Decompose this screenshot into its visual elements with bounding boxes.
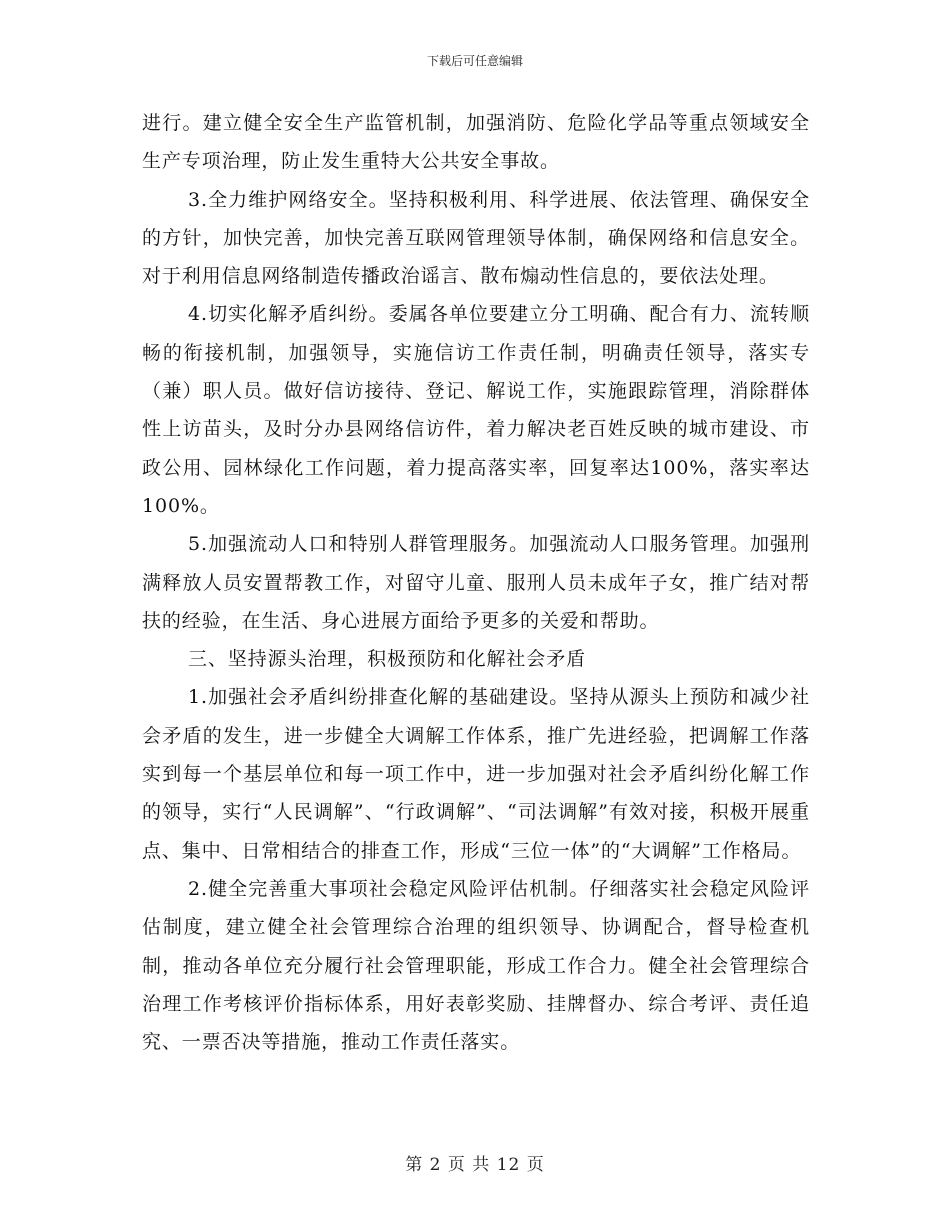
paragraph-resolve-disputes: 4.切实化解矛盾纠纷。委属各单位要建立分工明确、配合有力、流转顺畅的衔接机制，加强领导，实施信访工作责任制，明确责任领导，落实专（兼）职人员。做好信访接待、登记、解说工作，实施跟踪管理，消除群体性上访苗头，及时分办县网络信访件，着力解决老百姓反映的城市建设、市政公用、园林绿化工作问题，着力提高落实率，回复率达100%，落实率达100%。 <box>142 303 810 517</box>
document-body <box>142 104 810 1061</box>
paragraph-continuation: 进行。建立健全安全生产监管机制，加强消防、危险化学品等重点领域安全生产专项治理，防止发生重特大公共安全事故。 <box>142 112 810 173</box>
page-number-footer: 第 2 页 共 12 页 <box>405 1155 545 1175</box>
paragraph-network-security: 3.全力维护网络安全。坚持积极利用、科学进展、依法管理、确保安全的方针，加快完善，加快完善互联网管理领导体制，确保网络和信息安全。对于利用信息网络制造传播政治谣言、散布煽动性信息的，要依法处理。 <box>142 188 810 288</box>
page-header-note: 下载后可任意编辑 <box>426 54 523 68</box>
paragraph-dispute-infrastructure: 1.加强社会矛盾纠纷排查化解的基础建设。坚持从源头上预防和减少社会矛盾的发生，进一步健全大调解工作体系，推广先进经验，把调解工作落实到每一个基层单位和每一项工作中，进一步加强对社会矛盾纠纷化解工作的领导，实行“人民调解”、“行政调解”、“司法调解”有效对接，积极开展重点、集中、日常相结合的排查工作，形成“三位一体”的“大调解”工作格局。 <box>142 686 810 862</box>
paragraph-risk-assessment: 2.健全完善重大事项社会稳定风险评估机制。仔细落实社会稳定风险评估制度，建立健全社会管理综合治理的组织领导、协调配合，督导检查机制，推动各单位充分履行社会管理职能，形成工作合力。健全社会管理综合治理工作考核评价指标体系，用好表彰奖励、挂牌督办、综合考评、责任追究、一票否决等措施，推动工作责任落实。 <box>142 877 810 1054</box>
section-heading-source-governance: 三、坚持源头治理，积极预防和化解社会矛盾 <box>188 648 587 671</box>
paragraph-floating-population: 5.加强流动人口和特别人群管理服务。加强流动人口服务管理。加强刑满释放人员安置帮教工作，对留守儿童、服刑人员未成年子女，推广结对帮扶的经验，在生活、身心进展方面给予更多的关爱和帮助。 <box>142 533 810 632</box>
